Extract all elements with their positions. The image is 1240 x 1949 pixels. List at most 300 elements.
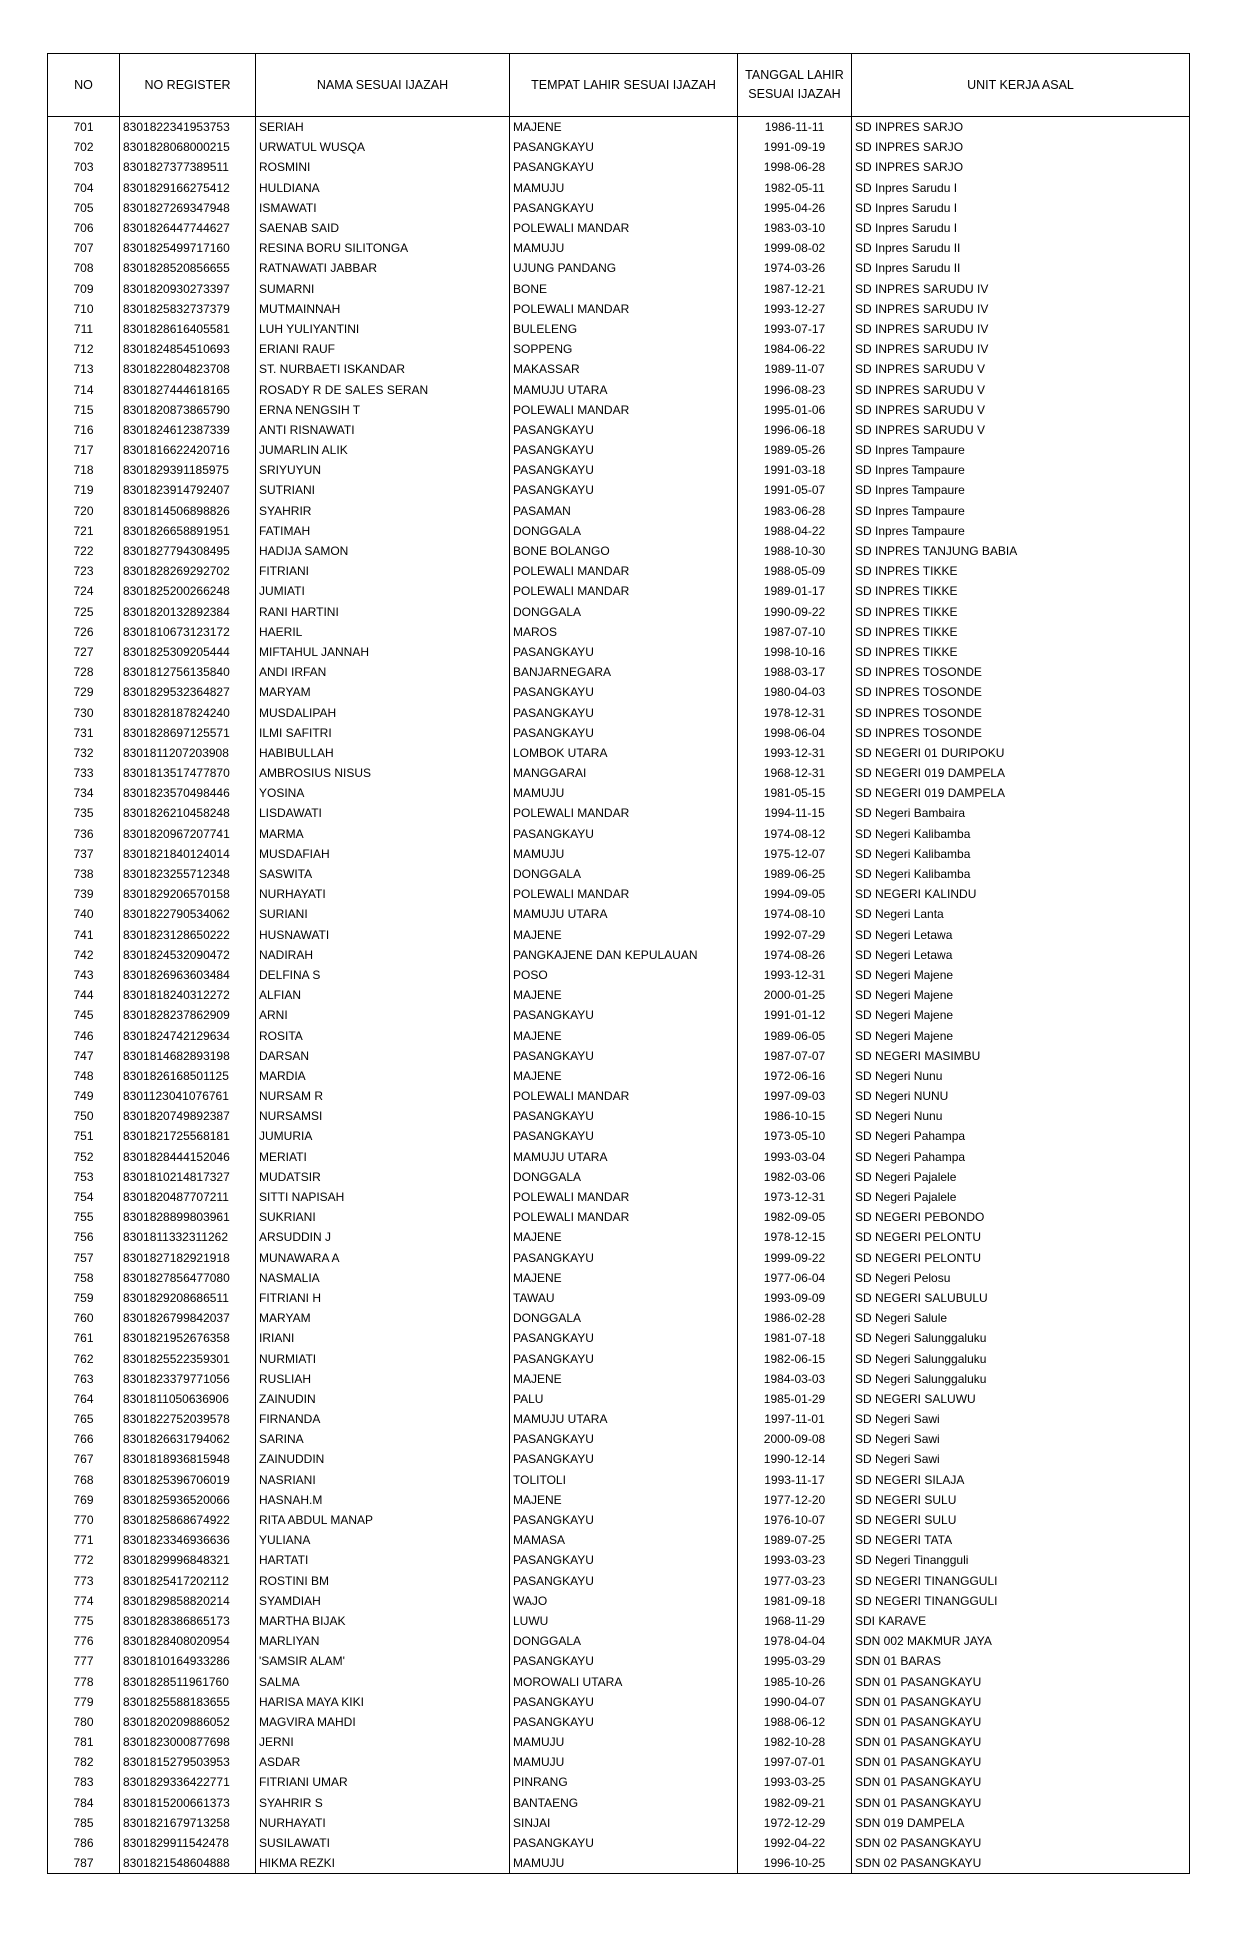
table-row [48, 904, 1190, 924]
row-number: 740 [48, 904, 120, 924]
work-unit-cell: SD INPRES SARJO [852, 157, 1190, 177]
birthplace-cell: PASANGKAYU [510, 642, 738, 662]
name-cell: NASRIANI [256, 1470, 510, 1490]
work-unit-cell: SD NEGERI TINANGGULI [852, 1571, 1190, 1591]
work-unit-cell: SD INPRES TIKKE [852, 622, 1190, 642]
register-number: 8301823000877698 [120, 1732, 256, 1752]
work-unit-cell: SD NEGERI KALINDU [852, 884, 1190, 904]
table-row [48, 1409, 1190, 1429]
birthplace-cell: PASANGKAYU [510, 723, 738, 743]
table-row [48, 602, 1190, 622]
table-row [48, 480, 1190, 500]
table-row [48, 1510, 1190, 1530]
table-row [48, 1126, 1190, 1146]
row-number: 772 [48, 1550, 120, 1570]
table-row [48, 400, 1190, 420]
name-cell: SUTRIANI [256, 480, 510, 500]
row-number: 759 [48, 1288, 120, 1308]
birthdate-cell: 1990-04-07 [738, 1692, 852, 1712]
register-number: 8301821725568181 [120, 1126, 256, 1146]
birthdate-cell: 1999-08-02 [738, 238, 852, 258]
table-row [48, 521, 1190, 541]
table-row [48, 218, 1190, 238]
work-unit-cell: SD Negeri Letawa [852, 945, 1190, 965]
birthplace-cell: MAKASSAR [510, 359, 738, 379]
row-number: 730 [48, 702, 120, 722]
work-unit-cell: SD NEGERI SALUBULU [852, 1288, 1190, 1308]
register-number: 8301828899803961 [120, 1207, 256, 1227]
register-number: 8301815200661373 [120, 1793, 256, 1813]
table-row [48, 238, 1190, 258]
work-unit-cell: SD Negeri Lanta [852, 904, 1190, 924]
row-number: 724 [48, 581, 120, 601]
table-row [48, 420, 1190, 440]
birthplace-cell: TAWAU [510, 1288, 738, 1308]
birthplace-cell: MAMUJU [510, 844, 738, 864]
work-unit-cell: SD NEGERI TINANGGULI [852, 1591, 1190, 1611]
birthplace-cell: PASANGKAYU [510, 1651, 738, 1671]
row-number: 729 [48, 682, 120, 702]
birthplace-cell: PASANGKAYU [510, 1692, 738, 1712]
birthdate-cell: 1989-06-25 [738, 864, 852, 884]
register-number: 8301829996848321 [120, 1550, 256, 1570]
birthdate-cell: 2000-01-25 [738, 985, 852, 1005]
birthplace-cell: POLEWALI MANDAR [510, 1187, 738, 1207]
name-cell: MARYAM [256, 682, 510, 702]
table-row [48, 581, 1190, 601]
birthplace-cell: POLEWALI MANDAR [510, 218, 738, 238]
register-number: 8301812756135840 [120, 662, 256, 682]
register-number: 8301820873865790 [120, 400, 256, 420]
birthdate-cell: 1993-09-09 [738, 1288, 852, 1308]
birthdate-cell: 1982-05-11 [738, 178, 852, 198]
table-row [48, 1772, 1190, 1792]
row-number: 742 [48, 945, 120, 965]
birthdate-cell: 1996-08-23 [738, 379, 852, 399]
register-number: 8301824532090472 [120, 945, 256, 965]
row-number: 733 [48, 763, 120, 783]
birthdate-cell: 1998-10-16 [738, 642, 852, 662]
work-unit-cell: SD NEGERI SULU [852, 1490, 1190, 1510]
table-row [48, 682, 1190, 702]
work-unit-cell: SD Negeri Majene [852, 1025, 1190, 1045]
header-unit-kerja: UNIT KERJA ASAL [852, 54, 1190, 117]
register-number: 8301828269292702 [120, 561, 256, 581]
name-cell: FATIMAH [256, 521, 510, 541]
table-row [48, 1187, 1190, 1207]
register-number: 8301829911542478 [120, 1833, 256, 1853]
table-row [48, 1490, 1190, 1510]
work-unit-cell: SD Negeri Letawa [852, 925, 1190, 945]
name-cell: ROSITA [256, 1025, 510, 1045]
row-number: 720 [48, 501, 120, 521]
birthplace-cell: BANTAENG [510, 1793, 738, 1813]
work-unit-cell: SD NEGERI PELONTU [852, 1227, 1190, 1247]
name-cell: RESINA BORU SILITONGA [256, 238, 510, 258]
birthdate-cell: 1975-12-07 [738, 844, 852, 864]
work-unit-cell: SDN 01 PASANGKAYU [852, 1732, 1190, 1752]
birthdate-cell: 1983-03-10 [738, 218, 852, 238]
register-number: 8301825832737379 [120, 299, 256, 319]
table-row [48, 359, 1190, 379]
register-number: 8301825936520066 [120, 1490, 256, 1510]
birthdate-cell: 1998-06-28 [738, 157, 852, 177]
birthdate-cell: 1972-12-29 [738, 1813, 852, 1833]
birthdate-cell: 1983-06-28 [738, 501, 852, 521]
birthplace-cell: MAMUJU [510, 1732, 738, 1752]
table-row [48, 379, 1190, 399]
register-number: 8301810214817327 [120, 1167, 256, 1187]
row-number: 754 [48, 1187, 120, 1207]
register-number: 8301821952676358 [120, 1328, 256, 1348]
birthdate-cell: 1991-03-18 [738, 460, 852, 480]
register-number: 8301828444152046 [120, 1147, 256, 1167]
name-cell: MUDATSIR [256, 1167, 510, 1187]
register-number: 8301825309205444 [120, 642, 256, 662]
birthplace-cell: PASANGKAYU [510, 702, 738, 722]
row-number: 702 [48, 137, 120, 157]
register-number: 8301828237862909 [120, 1005, 256, 1025]
row-number: 714 [48, 379, 120, 399]
birthplace-cell: POLEWALI MANDAR [510, 581, 738, 601]
row-number: 746 [48, 1025, 120, 1045]
birthplace-cell: MAJENE [510, 117, 738, 138]
name-cell: LUH YULIYANTINI [256, 319, 510, 339]
table-row [48, 1631, 1190, 1651]
row-number: 767 [48, 1449, 120, 1469]
birthdate-cell: 1988-05-09 [738, 561, 852, 581]
work-unit-cell: SD Negeri Majene [852, 1005, 1190, 1025]
name-cell: NADIRAH [256, 945, 510, 965]
table-row [48, 279, 1190, 299]
birthdate-cell: 1968-11-29 [738, 1611, 852, 1631]
register-number: 8301820487707211 [120, 1187, 256, 1207]
row-number: 762 [48, 1348, 120, 1368]
birthdate-cell: 1984-06-22 [738, 339, 852, 359]
table-row [48, 1207, 1190, 1227]
document-sheet [47, 53, 1189, 1874]
birthdate-cell: 1993-12-31 [738, 743, 852, 763]
table-row [48, 258, 1190, 278]
birthdate-cell: 1995-04-26 [738, 198, 852, 218]
row-number: 726 [48, 622, 120, 642]
table-row [48, 319, 1190, 339]
register-number: 8301826210458248 [120, 803, 256, 823]
work-unit-cell: SD INPRES TOSONDE [852, 662, 1190, 682]
work-unit-cell: SDN 01 PASANGKAYU [852, 1793, 1190, 1813]
row-number: 751 [48, 1126, 120, 1146]
register-number: 8301829858820214 [120, 1591, 256, 1611]
table-row [48, 178, 1190, 198]
name-cell: SUMARNI [256, 279, 510, 299]
table-row [48, 1025, 1190, 1045]
table-row [48, 1571, 1190, 1591]
row-number: 716 [48, 420, 120, 440]
work-unit-cell: SD Inpres Sarudu I [852, 178, 1190, 198]
work-unit-cell: SD Negeri Pahampa [852, 1147, 1190, 1167]
birthdate-cell: 1982-06-15 [738, 1348, 852, 1368]
table-row [48, 1106, 1190, 1126]
table-row [48, 985, 1190, 1005]
register-number: 8301822804823708 [120, 359, 256, 379]
work-unit-cell: SD INPRES SARUDU V [852, 379, 1190, 399]
table-row [48, 440, 1190, 460]
birthdate-cell: 1981-09-18 [738, 1591, 852, 1611]
name-cell: HULDIANA [256, 178, 510, 198]
table-row [48, 1389, 1190, 1409]
table-row [48, 1086, 1190, 1106]
work-unit-cell: SD Negeri Majene [852, 985, 1190, 1005]
table-row [48, 1227, 1190, 1247]
birthplace-cell: PASANGKAYU [510, 1712, 738, 1732]
birthplace-cell: PANGKAJENE DAN KEPULAUAN [510, 945, 738, 965]
row-number: 727 [48, 642, 120, 662]
table-row [48, 1732, 1190, 1752]
name-cell: DARSAN [256, 1046, 510, 1066]
table-row [48, 844, 1190, 864]
register-number: 8301818240312272 [120, 985, 256, 1005]
row-number: 770 [48, 1510, 120, 1530]
birthplace-cell: PASANGKAYU [510, 1449, 738, 1469]
birthplace-cell: MAMUJU [510, 238, 738, 258]
birthdate-cell: 2000-09-08 [738, 1429, 852, 1449]
name-cell: MUNAWARA A [256, 1248, 510, 1268]
register-number: 8301820967207741 [120, 824, 256, 844]
table-row [48, 561, 1190, 581]
name-cell: NURHAYATI [256, 1813, 510, 1833]
work-unit-cell: SD Inpres Sarudu II [852, 238, 1190, 258]
birthdate-cell: 1993-03-25 [738, 1772, 852, 1792]
name-cell: ERNA NENGSIH T [256, 400, 510, 420]
work-unit-cell: SDI KARAVE [852, 1611, 1190, 1631]
name-cell: MARDIA [256, 1066, 510, 1086]
register-number: 8301827444618165 [120, 379, 256, 399]
name-cell: ARNI [256, 1005, 510, 1025]
birthdate-cell: 1981-07-18 [738, 1328, 852, 1348]
register-number: 8301823570498446 [120, 783, 256, 803]
work-unit-cell: SD Inpres Tampaure [852, 501, 1190, 521]
row-number: 712 [48, 339, 120, 359]
row-number: 736 [48, 824, 120, 844]
row-number: 737 [48, 844, 120, 864]
birthdate-cell: 1989-01-17 [738, 581, 852, 601]
birthplace-cell: POLEWALI MANDAR [510, 803, 738, 823]
work-unit-cell: SD INPRES TIKKE [852, 561, 1190, 581]
work-unit-cell: SD Negeri Sawi [852, 1449, 1190, 1469]
work-unit-cell: SD Negeri Sawi [852, 1429, 1190, 1449]
birthplace-cell: MAMUJU [510, 1752, 738, 1772]
name-cell: LISDAWATI [256, 803, 510, 823]
work-unit-cell: SD Negeri Nunu [852, 1066, 1190, 1086]
birthplace-cell: MAMUJU UTARA [510, 379, 738, 399]
register-number: 8301816622420716 [120, 440, 256, 460]
row-number: 766 [48, 1429, 120, 1449]
register-number: 8301810164933286 [120, 1651, 256, 1671]
birthplace-cell: MAROS [510, 622, 738, 642]
name-cell: ANDI IRFAN [256, 662, 510, 682]
name-cell: JUMIATI [256, 581, 510, 601]
work-unit-cell: SD INPRES TIKKE [852, 642, 1190, 662]
row-number: 752 [48, 1147, 120, 1167]
register-number: 8301823128650222 [120, 925, 256, 945]
birthdate-cell: 1985-01-29 [738, 1389, 852, 1409]
row-number: 734 [48, 783, 120, 803]
name-cell: MERIATI [256, 1147, 510, 1167]
name-cell: YOSINA [256, 783, 510, 803]
birthplace-cell: PASANGKAYU [510, 1046, 738, 1066]
table-row [48, 1793, 1190, 1813]
birthdate-cell: 1982-09-21 [738, 1793, 852, 1813]
name-cell: MARTHA BIJAK [256, 1611, 510, 1631]
work-unit-cell: SD Negeri Bambaira [852, 803, 1190, 823]
name-cell: MARYAM [256, 1308, 510, 1328]
register-number: 8301813517477870 [120, 763, 256, 783]
work-unit-cell: SDN 02 PASANGKAYU [852, 1833, 1190, 1853]
work-unit-cell: SD NEGERI MASIMBU [852, 1046, 1190, 1066]
birthplace-cell: DONGGALA [510, 602, 738, 622]
birthdate-cell: 1989-06-05 [738, 1025, 852, 1045]
birthplace-cell: POLEWALI MANDAR [510, 400, 738, 420]
work-unit-cell: SDN 01 PASANGKAYU [852, 1772, 1190, 1792]
table-row [48, 743, 1190, 763]
register-number: 8301823255712348 [120, 864, 256, 884]
table-row [48, 1813, 1190, 1833]
row-number: 748 [48, 1066, 120, 1086]
register-number: 8301826447744627 [120, 218, 256, 238]
row-number: 753 [48, 1167, 120, 1187]
birthdate-cell: 1987-07-07 [738, 1046, 852, 1066]
table-row [48, 945, 1190, 965]
name-cell: MARMA [256, 824, 510, 844]
name-cell: ASDAR [256, 1752, 510, 1772]
row-number: 711 [48, 319, 120, 339]
birthplace-cell: PASANGKAYU [510, 420, 738, 440]
work-unit-cell: SD Inpres Tampaure [852, 460, 1190, 480]
work-unit-cell: SD NEGERI PELONTU [852, 1248, 1190, 1268]
name-cell: HADIJA SAMON [256, 541, 510, 561]
work-unit-cell: SD Negeri Pelosu [852, 1268, 1190, 1288]
name-cell: IRIANI [256, 1328, 510, 1348]
work-unit-cell: SD INPRES TANJUNG BABIA [852, 541, 1190, 561]
birthplace-cell: DONGGALA [510, 521, 738, 541]
row-number: 763 [48, 1369, 120, 1389]
work-unit-cell: SD Inpres Sarudu I [852, 198, 1190, 218]
name-cell: ZAINUDIN [256, 1389, 510, 1409]
work-unit-cell: SD INPRES TIKKE [852, 602, 1190, 622]
work-unit-cell: SD INPRES TOSONDE [852, 682, 1190, 702]
name-cell: ROSMINI [256, 157, 510, 177]
name-cell: FIRNANDA [256, 1409, 510, 1429]
register-number: 8301829336422771 [120, 1772, 256, 1792]
work-unit-cell: SD NEGERI SILAJA [852, 1470, 1190, 1490]
birthplace-cell: MAJENE [510, 1025, 738, 1045]
name-cell: FITRIANI H [256, 1288, 510, 1308]
birthplace-cell: BANJARNEGARA [510, 662, 738, 682]
birthdate-cell: 1988-10-30 [738, 541, 852, 561]
register-number: 8301825499717160 [120, 238, 256, 258]
birthdate-cell: 1986-02-28 [738, 1308, 852, 1328]
birthdate-cell: 1987-12-21 [738, 279, 852, 299]
row-number: 725 [48, 602, 120, 622]
work-unit-cell: SD Negeri Salule [852, 1308, 1190, 1328]
name-cell: SYAMDIAH [256, 1591, 510, 1611]
birthdate-cell: 1996-10-25 [738, 1853, 852, 1874]
birthplace-cell: MAJENE [510, 985, 738, 1005]
row-number: 784 [48, 1793, 120, 1813]
row-number: 768 [48, 1470, 120, 1490]
register-number: 8301820930273397 [120, 279, 256, 299]
table-row [48, 662, 1190, 682]
row-number: 715 [48, 400, 120, 420]
birthplace-cell: MAMUJU [510, 783, 738, 803]
register-number: 8301823914792407 [120, 480, 256, 500]
table-row [48, 763, 1190, 783]
birthplace-cell: PASANGKAYU [510, 1833, 738, 1853]
register-number: 8301811050636906 [120, 1389, 256, 1409]
birthdate-cell: 1974-08-10 [738, 904, 852, 924]
work-unit-cell: SD NEGERI PEBONDO [852, 1207, 1190, 1227]
name-cell: SUKRIANI [256, 1207, 510, 1227]
table-row [48, 1288, 1190, 1308]
register-number: 8301823379771056 [120, 1369, 256, 1389]
row-number: 731 [48, 723, 120, 743]
birthdate-cell: 1972-06-16 [738, 1066, 852, 1086]
table-row [48, 501, 1190, 521]
name-cell: SRIYUYUN [256, 460, 510, 480]
birthplace-cell: PASANGKAYU [510, 1571, 738, 1591]
birthdate-cell: 1989-07-25 [738, 1530, 852, 1550]
row-number: 774 [48, 1591, 120, 1611]
work-unit-cell: SDN 01 PASANGKAYU [852, 1752, 1190, 1772]
work-unit-cell: SD Negeri Tinangguli [852, 1550, 1190, 1570]
register-number: 8301829532364827 [120, 682, 256, 702]
birthdate-cell: 1982-10-28 [738, 1732, 852, 1752]
name-cell: SURIANI [256, 904, 510, 924]
row-number: 785 [48, 1813, 120, 1833]
birthdate-cell: 1978-04-04 [738, 1631, 852, 1651]
row-number: 703 [48, 157, 120, 177]
register-number: 8301822341953753 [120, 117, 256, 138]
table-row [48, 1752, 1190, 1772]
birthplace-cell: POLEWALI MANDAR [510, 561, 738, 581]
work-unit-cell: SDN 01 PASANGKAYU [852, 1712, 1190, 1732]
birthdate-cell: 1993-12-27 [738, 299, 852, 319]
register-number: 8301829391185975 [120, 460, 256, 480]
work-unit-cell: SD INPRES SARUDU IV [852, 299, 1190, 319]
table-row [48, 137, 1190, 157]
birthplace-cell: MAMUJU [510, 1853, 738, 1874]
register-number: 8301824854510693 [120, 339, 256, 359]
work-unit-cell: SDN 01 BARAS [852, 1651, 1190, 1671]
table-row [48, 1005, 1190, 1025]
name-cell: JUMARLIN ALIK [256, 440, 510, 460]
table-row [48, 783, 1190, 803]
name-cell: YULIANA [256, 1530, 510, 1550]
table-row [48, 1369, 1190, 1389]
table-row [48, 460, 1190, 480]
work-unit-cell: SD NEGERI 019 DAMPELA [852, 763, 1190, 783]
header-tanggal-line1: TANGGAL LAHIR [745, 68, 844, 82]
birthplace-cell: DONGGALA [510, 1167, 738, 1187]
birthdate-cell: 1982-09-05 [738, 1207, 852, 1227]
row-number: 769 [48, 1490, 120, 1510]
name-cell: MIFTAHUL JANNAH [256, 642, 510, 662]
birthdate-cell: 1977-03-23 [738, 1571, 852, 1591]
table-row [48, 339, 1190, 359]
table-row [48, 1167, 1190, 1187]
birthplace-cell: DONGGALA [510, 864, 738, 884]
header-nama: NAMA SESUAI IJAZAH [256, 54, 510, 117]
